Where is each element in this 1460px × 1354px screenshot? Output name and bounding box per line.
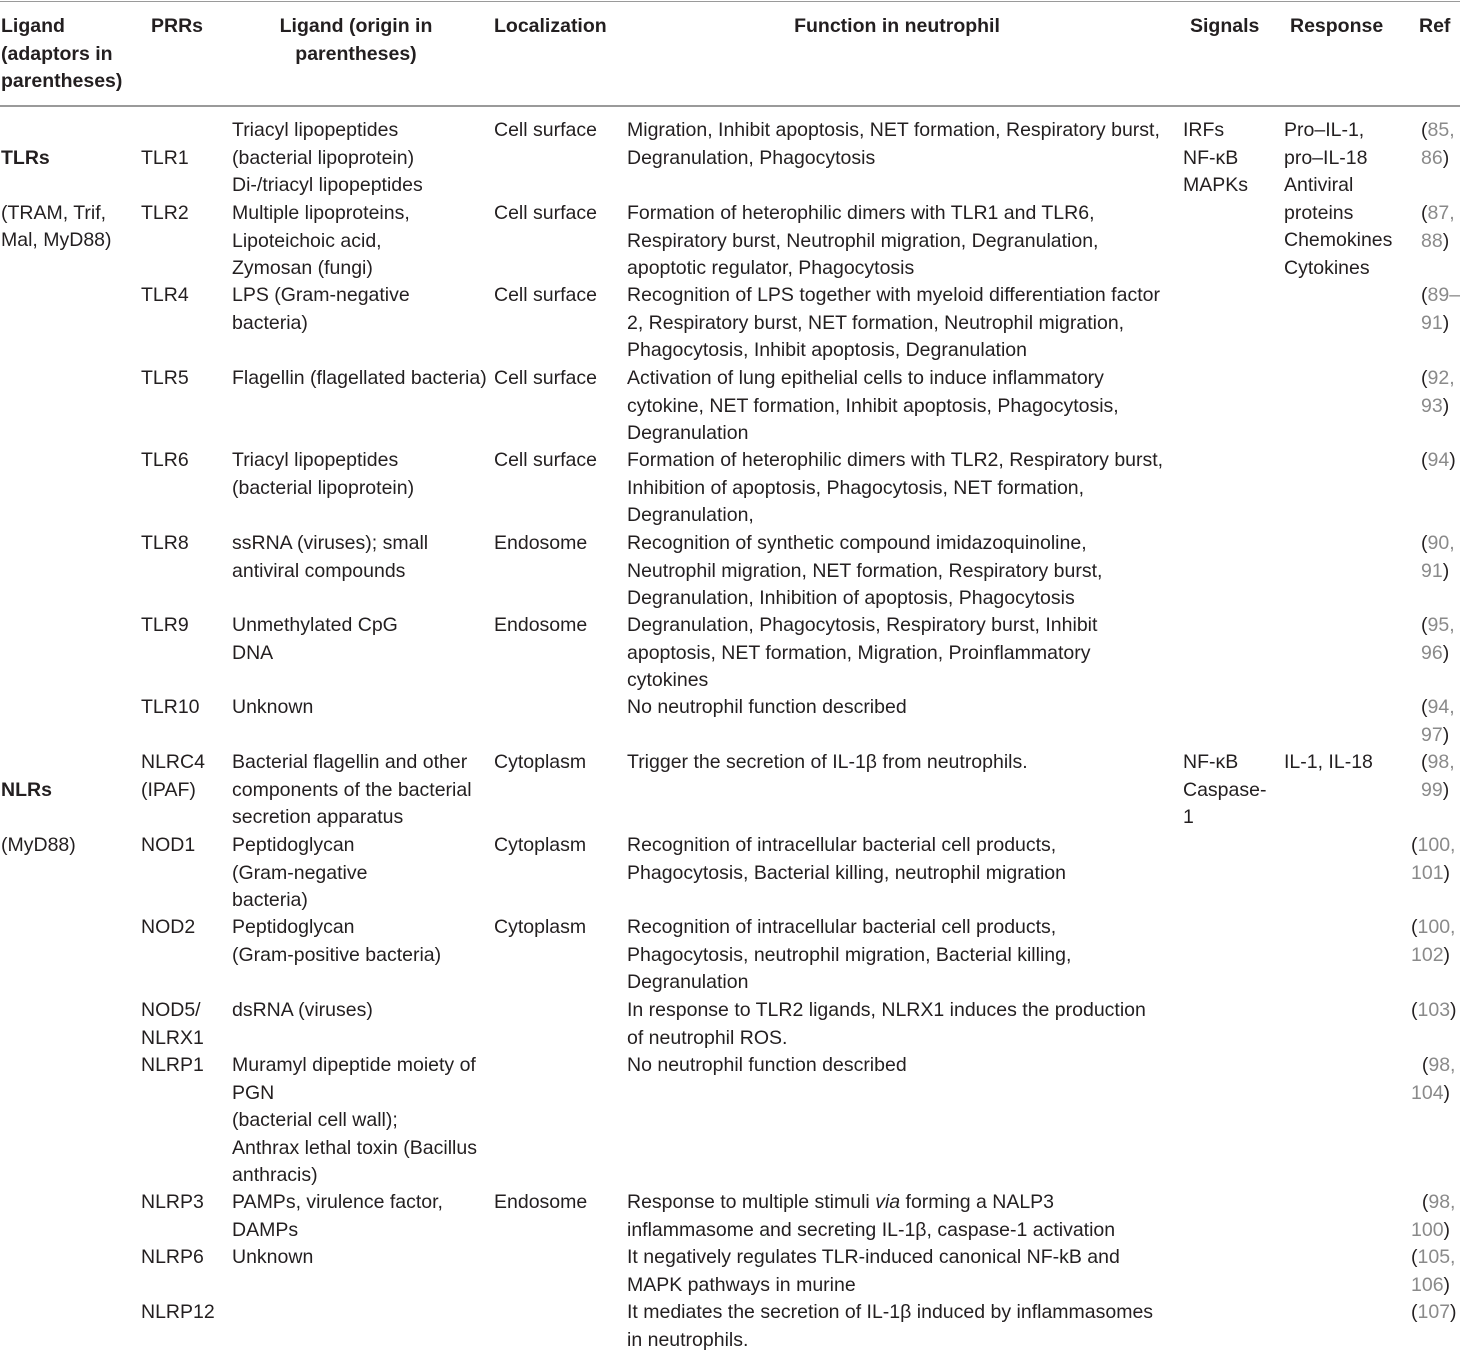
ligand-cell: ssRNA (viruses); small antiviral compounds	[232, 532, 429, 582]
prr-cell: NOD5/ NLRX1	[141, 999, 204, 1049]
ligand-cell: Unknown	[232, 696, 314, 718]
ref-cell: (94, 97)	[1421, 696, 1455, 746]
ref-cell: (100, 102)	[1411, 916, 1456, 966]
localization-cell: Endosome	[494, 1191, 588, 1213]
localization-cell: Cell surface	[494, 367, 597, 389]
group-signals-nlrs: NF-κB Caspase- 1	[1183, 751, 1267, 828]
ligand-cell: Flagellin (flagellated bacteria)	[232, 367, 487, 389]
ligand-cell: dsRNA (viruses)	[232, 999, 373, 1021]
localization-cell: Cell surface	[494, 119, 597, 141]
ref-cell: (98, 99)	[1421, 751, 1455, 801]
ref-cell: (92, 93)	[1421, 367, 1455, 417]
prr-cell: NLRP6	[141, 1246, 204, 1268]
prr-cell: NOD1	[141, 834, 196, 856]
ligand-cell: Multiple lipoproteins, Lipoteichoic acid, Zymosan (fungi)	[232, 202, 410, 279]
header-ligand-origin: Ligand (origin in parentheses)	[279, 15, 433, 65]
function-cell: Recognition of intracellular bacterial cell products, Phagocytosis, Bacterial killing, neutrophil migration	[627, 834, 1066, 884]
prr-cell: TLR9	[141, 614, 189, 636]
function-cell: No neutrophil function described	[627, 696, 907, 718]
ligand-cell: LPS (Gram-negative bacteria)	[232, 284, 410, 334]
function-cell: Activation of lung epithelial cells to induce inflammatory cytokine, NET formation, Inhibit apoptosis, Phagocytosis, Degranulation	[627, 367, 1119, 444]
header-signals: Signals	[1190, 15, 1260, 37]
group-nlrs	[1, 749, 139, 887]
prr-cell: NLRP1	[141, 1054, 204, 1076]
ref-cell: (95, 96)	[1421, 614, 1455, 664]
group-name: NLRs	[1, 778, 52, 801]
header-ligand-group: Ligand (adaptors in parentheses)	[1, 15, 123, 92]
localization-cell: Cell surface	[494, 449, 597, 471]
localization-cell: Cytoplasm	[494, 834, 587, 856]
header-rule	[0, 105, 1460, 107]
prr-cell: TLR8	[141, 532, 189, 554]
function-cell: Migration, Inhibit apoptosis, NET formation, Respiratory burst, Degranulation, Phagocytosis	[627, 119, 1160, 169]
ref-cell: (98, 104)	[1411, 1054, 1456, 1104]
ref-cell: (89– 91)	[1421, 284, 1460, 334]
function-cell: Recognition of intracellular bacterial cell products, Phagocytosis, neutrophil migration, Bacterial killing, Degranulation	[627, 916, 1072, 993]
ligand-cell: Bacterial flagellin and other components of the bacterial secretion apparatus	[232, 751, 472, 828]
localization-cell: Cell surface	[494, 202, 597, 224]
ligand-cell: Unmethylated CpG DNA	[232, 614, 398, 664]
ligand-cell: Triacyl lipopeptides (bacterial lipoprotein)	[232, 449, 415, 499]
function-cell: Recognition of LPS together with myeloid differentiation factor 2, Respiratory burst, NET formation, Neutrophil migration, Phagocytosis, Inhibit apoptosis, Degranulation	[627, 284, 1160, 361]
group-adaptors: (MyD88)	[1, 833, 76, 856]
localization-cell: Endosome	[494, 614, 588, 636]
table-header	[0, 0, 1460, 105]
function-cell: Formation of heterophilic dimers with TLR1 and TLR6, Respiratory burst, Neutrophil migration, Degranulation, apoptotic regulator, Phagocytosis	[627, 202, 1099, 279]
function-cell: Response to multiple stimuli via forming a NALP3 inflammasome and secreting IL-1β, caspase-1 activation	[627, 1191, 1116, 1241]
ref-cell: (103)	[1411, 999, 1457, 1021]
prr-cell: NOD2	[141, 916, 196, 938]
ref-cell: (94)	[1421, 449, 1456, 471]
function-cell: It mediates the secretion of IL-1β induced by inflammasomes in neutrophils.	[627, 1301, 1154, 1351]
ligand-cell: PAMPs, virulence factor, DAMPs	[232, 1191, 443, 1241]
ref-cell: (85, 86)	[1421, 119, 1455, 169]
ref-cell: (105, 106)	[1411, 1246, 1456, 1296]
ref-cell: (98, 100)	[1411, 1191, 1456, 1241]
ligand-cell: Unknown	[232, 1246, 314, 1268]
prr-cell: NLRC4 (IPAF)	[141, 751, 205, 801]
prr-cell: NLRP12	[141, 1301, 215, 1323]
prr-cell: TLR5	[141, 367, 189, 389]
ligand-cell: Peptidoglycan (Gram-positive bacteria)	[232, 916, 442, 966]
table-row	[141, 117, 229, 200]
function-cell: Degranulation, Phagocytosis, Respiratory burst, Inhibit apoptosis, NET formation, Migration, Proinflammatory cytokines	[627, 614, 1098, 691]
function-cell: Trigger the secretion of IL-1β from neutrophils.	[627, 751, 1028, 773]
header-response: Response	[1290, 15, 1384, 37]
group-signals-tlrs: IRFs NF-κB MAPKs	[1183, 119, 1249, 196]
ref-cell: (100, 101)	[1411, 834, 1456, 884]
function-cell: Recognition of synthetic compound imidazoquinoline, Neutrophil migration, NET formation, Respiratory burst, Degranulation, Inhibition of apoptosis, Phagocytosis	[627, 532, 1103, 609]
ref-cell: (90, 91)	[1421, 532, 1455, 582]
localization-cell: Cytoplasm	[494, 751, 587, 773]
header-prrs: PRRs	[151, 15, 204, 37]
header-ref: Ref	[1419, 15, 1451, 37]
localization-cell: Endosome	[494, 532, 588, 554]
group-tlrs	[1, 117, 139, 282]
localization-cell: Cell surface	[494, 284, 597, 306]
group-response-tlrs: Pro–IL-1, pro–IL-18 Antiviral proteins Chemokines Cytokines	[1284, 119, 1393, 279]
prr-cell: TLR4	[141, 284, 189, 306]
header-function: Function in neutrophil	[794, 15, 1000, 37]
function-cell: No neutrophil function described	[627, 1054, 907, 1076]
function-cell: In response to TLR2 ligands, NLRX1 induces the production of neutrophil ROS.	[627, 999, 1146, 1049]
ligand-cell: Triacyl lipopeptides (bacterial lipoprotein) Di-/triacyl lipopeptides	[232, 119, 423, 196]
ligand-cell: Muramyl dipeptide moiety of PGN (bacterial cell wall); Anthrax lethal toxin (Bacillus anthracis)	[232, 1054, 477, 1186]
group-name: TLRs	[1, 146, 50, 169]
header-localization: Localization	[494, 15, 607, 37]
ligand-cell: Peptidoglycan (Gram-negative bacteria)	[232, 834, 368, 911]
group-adaptors: (TRAM, Trif, Mal, MyD88)	[1, 201, 112, 251]
prr-cell: TLR1	[141, 146, 189, 169]
localization-cell: Cytoplasm	[494, 916, 587, 938]
group-response-nlrs: IL-1, IL-18	[1284, 751, 1373, 773]
function-cell: Formation of heterophilic dimers with TLR2, Respiratory burst, Inhibition of apoptosis, Phagocytosis, NET formation, Degranulation,	[627, 449, 1164, 526]
function-cell: It negatively regulates TLR-induced canonical NF-kB and MAPK pathways in murine	[627, 1246, 1120, 1296]
prr-cell: TLR2	[141, 202, 189, 224]
ref-cell: (107)	[1411, 1301, 1457, 1323]
prr-cell: NLRP3	[141, 1191, 204, 1213]
prr-cell: TLR10	[141, 696, 200, 718]
prr-cell: TLR6	[141, 449, 189, 471]
ref-cell: (87, 88)	[1421, 202, 1455, 252]
